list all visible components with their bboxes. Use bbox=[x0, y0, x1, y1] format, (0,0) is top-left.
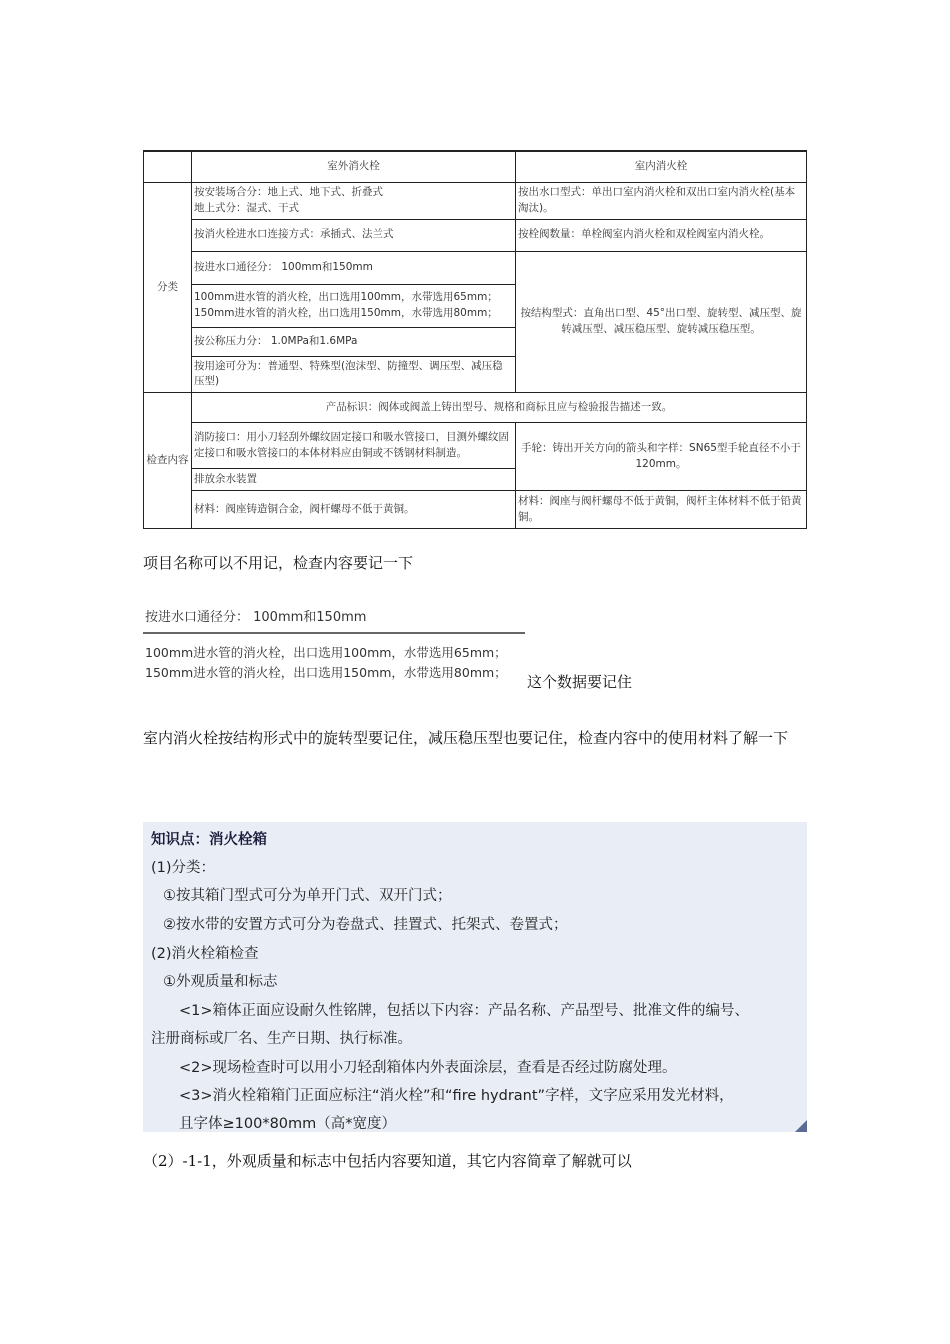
note-remember-inspection: 项目名称可以不用记，检查内容要记一下 bbox=[143, 554, 414, 572]
table-row bbox=[144, 393, 807, 423]
drain-device: 排放余水装置 bbox=[192, 469, 516, 491]
corner-triangle-icon bbox=[795, 1120, 807, 1132]
knowledge-line: 且字体≥100*80mm（高*宽度） bbox=[179, 1116, 397, 1132]
table-header-row bbox=[144, 151, 807, 183]
knowledge-line: <1>箱体正面应设耐久性铭牌，包括以下内容：产品名称、产品型号、批准文件的编号、 bbox=[179, 1003, 750, 1019]
table-row bbox=[144, 491, 807, 529]
table-row bbox=[144, 251, 807, 284]
table-row bbox=[144, 183, 807, 220]
category-inspection: 检查内容 bbox=[144, 393, 192, 529]
excerpt-line1: 按进水口通径分： 100mm和150mm bbox=[145, 610, 367, 625]
outdoor-install-line2: 地上式分：湿式、干式 bbox=[194, 201, 299, 214]
header-indoor: 室内消火栓 bbox=[516, 151, 807, 183]
category-classification: 分类 bbox=[144, 183, 192, 393]
header-outdoor: 室外消火栓 bbox=[192, 151, 516, 183]
table-row bbox=[144, 423, 807, 469]
knowledge-line: ①按其箱门型式可分为单开门式、双开门式； bbox=[163, 888, 452, 904]
knowledge-line: (2)消火栓箱检查 bbox=[151, 946, 259, 962]
outdoor-install-line1: 按安装场合分：地上式、地下式、折叠式 bbox=[194, 186, 383, 198]
knowledge-title: 知识点：消火栓箱 bbox=[151, 832, 267, 848]
table-row bbox=[144, 219, 807, 251]
outdoor-outlet-line1: 100mm进水管的消火栓，出口选用100mm，水带选用65mm； bbox=[194, 290, 498, 303]
note-indoor-structure: 室内消火栓按结构形式中的旋转型要记住，减压稳压型也要记住，检查内容中的使用材料了解一下 bbox=[143, 729, 789, 747]
excerpt-inlet-data bbox=[143, 598, 525, 688]
outdoor-outlet-line2: 150mm进水管的消火栓，出口选用150mm，水带选用80mm； bbox=[194, 306, 498, 319]
knowledge-line: ①外观质量和标志 bbox=[163, 974, 278, 990]
outdoor-inlet-diameter: 按进水口通径分： 100mm和150mm bbox=[192, 251, 516, 284]
material-outdoor: 材料：阀座铸造铜合金，阀杆螺母不低于黄铜。 bbox=[192, 491, 516, 529]
knowledge-line: 注册商标或厂名、生产日期、执行标准。 bbox=[151, 1031, 412, 1047]
outdoor-install-type bbox=[192, 183, 516, 220]
indoor-outlet-type: 按出水口型式：单出口室内消火栓和双出口室内消火栓(基本淘汰)。 bbox=[516, 183, 807, 220]
excerpt-line2: 100mm进水管的消火栓，出口选用100mm，水带选用65mm； bbox=[145, 645, 507, 660]
note-appearance-quality: （2）-1-1，外观质量和标志中包括内容要知道，其它内容简章了解就可以 bbox=[143, 1152, 632, 1170]
indoor-valve-count: 按栓阀数量：单栓阀室内消火栓和双栓阀室内消火栓。 bbox=[516, 219, 807, 251]
knowledge-line: ②按水带的安置方式可分为卷盘式、挂置式、托架式、卷置式； bbox=[163, 917, 568, 933]
header-blank-cell bbox=[144, 151, 192, 183]
outdoor-usage-type: 按用途可分为：普通型、特殊型(泡沫型、防撞型、调压型、减压稳压型) bbox=[192, 356, 516, 393]
product-marking: 产品标识：阀体或阀盖上铸出型号、规格和商标且应与检验报告描述一致。 bbox=[192, 393, 807, 423]
excerpt-divider bbox=[143, 632, 525, 634]
knowledge-line: <3>消火栓箱箱门正面应标注“消火栓”和“fire hydrant”字样，文字应采用发光材料， bbox=[179, 1088, 734, 1104]
indoor-structure-type: 按结构型式：直角出口型、45°出口型、旋转型、减压型、旋转减压型、减压稳压型、旋转减压稳压型。 bbox=[516, 251, 807, 393]
outdoor-pressure-class: 按公称压力分： 1.0MPa和1.6MPa bbox=[192, 327, 516, 356]
outdoor-connection-type: 按消火栓进水口连接方式：承插式、法兰式 bbox=[192, 219, 516, 251]
handwheel: 手轮：铸出开关方向的箭头和字样：SN65型手轮直径不小于120mm。 bbox=[516, 423, 807, 491]
knowledge-box bbox=[143, 822, 807, 1132]
material-indoor: 材料：阀座与阀杆螺母不低于黄铜，阀杆主体材料不低于铅黄铜。 bbox=[516, 491, 807, 529]
knowledge-line: <2>现场检查时可以用小刀轻刮箱体内外表面涂层，查看是否经过防腐处理。 bbox=[179, 1060, 677, 1076]
note-remember-data: 这个数据要记住 bbox=[527, 673, 633, 691]
excerpt-line3: 150mm进水管的消火栓，出口选用150mm，水带选用80mm； bbox=[145, 665, 507, 680]
outdoor-outlet-sizes bbox=[192, 284, 516, 327]
knowledge-line: (1)分类： bbox=[151, 860, 216, 876]
fire-interface: 消防接口：用小刀轻刮外螺纹固定接口和吸水管接口，目测外螺纹固定接口和吸水管接口的本体材料应由铜或不锈钢材料制造。 bbox=[192, 423, 516, 469]
hydrant-spec-table bbox=[143, 150, 807, 529]
